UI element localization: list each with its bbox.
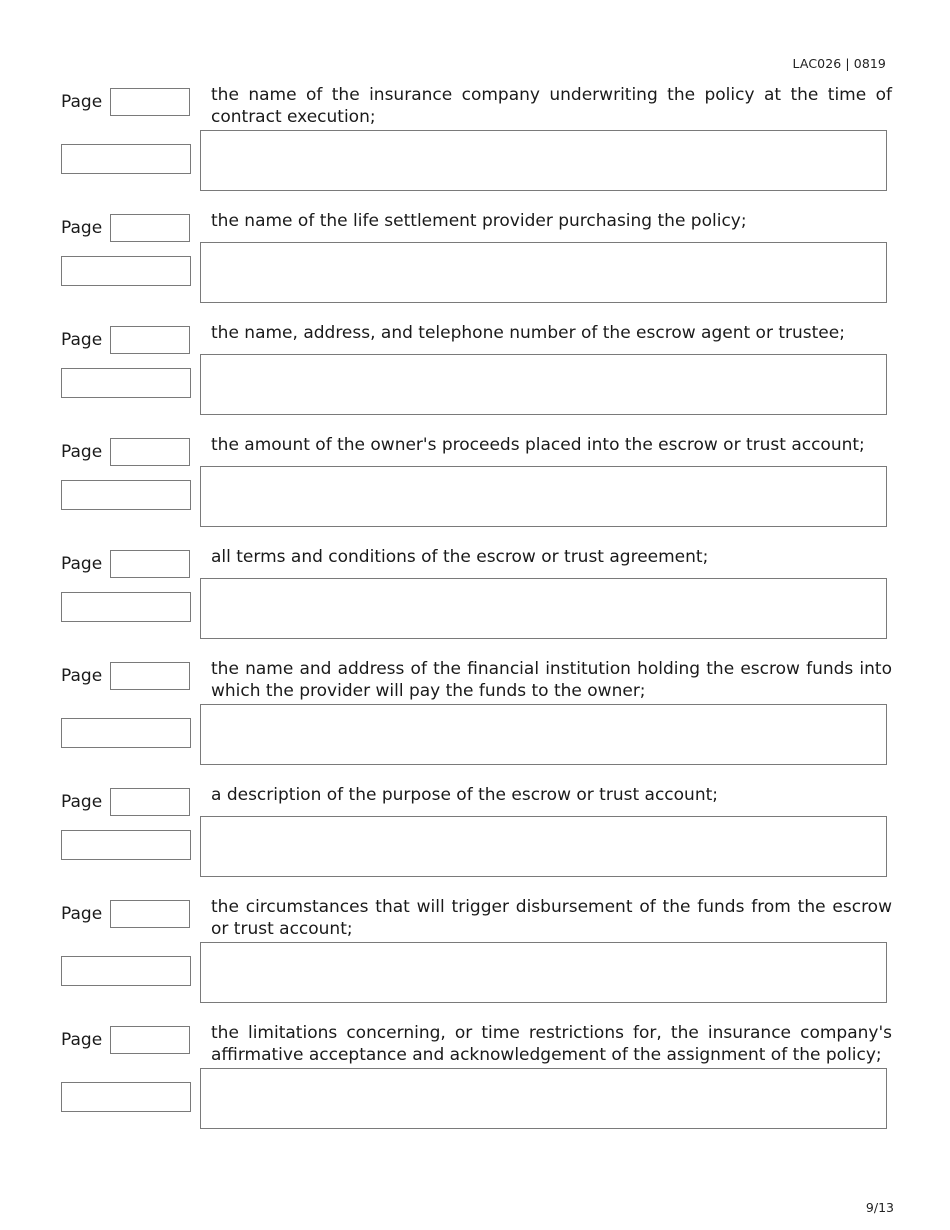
reference-input[interactable] [61, 256, 191, 286]
page-label: Page [61, 792, 103, 812]
page-label: Page [61, 666, 103, 686]
question-text: a description of the purpose of the escrow or trust account; [211, 785, 718, 805]
page-number-input[interactable] [110, 214, 190, 242]
page-number-input[interactable] [110, 550, 190, 578]
page-number-input[interactable] [110, 1026, 190, 1054]
question-text: the name of the life settlement provider purchasing the policy; [211, 211, 747, 231]
question-text: the name and address of the financial institution holding the escrow funds into which the provider will pay the funds to the owner; [211, 659, 892, 701]
page-label: Page [61, 330, 103, 350]
page-number-input[interactable] [110, 88, 190, 116]
answer-input[interactable] [200, 1068, 887, 1129]
reference-input[interactable] [61, 368, 191, 398]
question-text: the circumstances that will trigger disbursement of the funds from the escrow or trust account; [211, 897, 892, 939]
question-text: the name of the insurance company underwriting the policy at the time of contract execution; [211, 85, 892, 127]
page-number-input[interactable] [110, 788, 190, 816]
answer-input[interactable] [200, 130, 887, 191]
page-label: Page [61, 1030, 103, 1050]
answer-input[interactable] [200, 942, 887, 1003]
question-text: the name, address, and telephone number of the escrow agent or trustee; [211, 323, 845, 343]
page-number-input[interactable] [110, 900, 190, 928]
answer-input[interactable] [200, 704, 887, 765]
question-text: all terms and conditions of the escrow or trust agreement; [211, 547, 709, 567]
page-number: 9/13 [865, 1200, 894, 1215]
reference-input[interactable] [61, 718, 191, 748]
reference-input[interactable] [61, 144, 191, 174]
page-label: Page [61, 92, 103, 112]
reference-input[interactable] [61, 956, 191, 986]
question-text: the amount of the owner's proceeds placed into the escrow or trust account; [211, 435, 865, 455]
answer-input[interactable] [200, 466, 887, 527]
form-code: LAC026 | 0819 [792, 56, 886, 71]
reference-input[interactable] [61, 1082, 191, 1112]
reference-input[interactable] [61, 830, 191, 860]
page-label: Page [61, 442, 103, 462]
answer-input[interactable] [200, 354, 887, 415]
page-label: Page [61, 218, 103, 238]
page-number-input[interactable] [110, 662, 190, 690]
reference-input[interactable] [61, 592, 191, 622]
reference-input[interactable] [61, 480, 191, 510]
answer-input[interactable] [200, 816, 887, 877]
answer-input[interactable] [200, 578, 887, 639]
page-label: Page [61, 904, 103, 924]
question-text: the limitations concerning, or time restrictions for, the insurance company's affirmative acceptance and acknowledgement of the assignment of the policy; [211, 1023, 892, 1065]
page-number-input[interactable] [110, 438, 190, 466]
page-number-input[interactable] [110, 326, 190, 354]
page-label: Page [61, 554, 103, 574]
answer-input[interactable] [200, 242, 887, 303]
